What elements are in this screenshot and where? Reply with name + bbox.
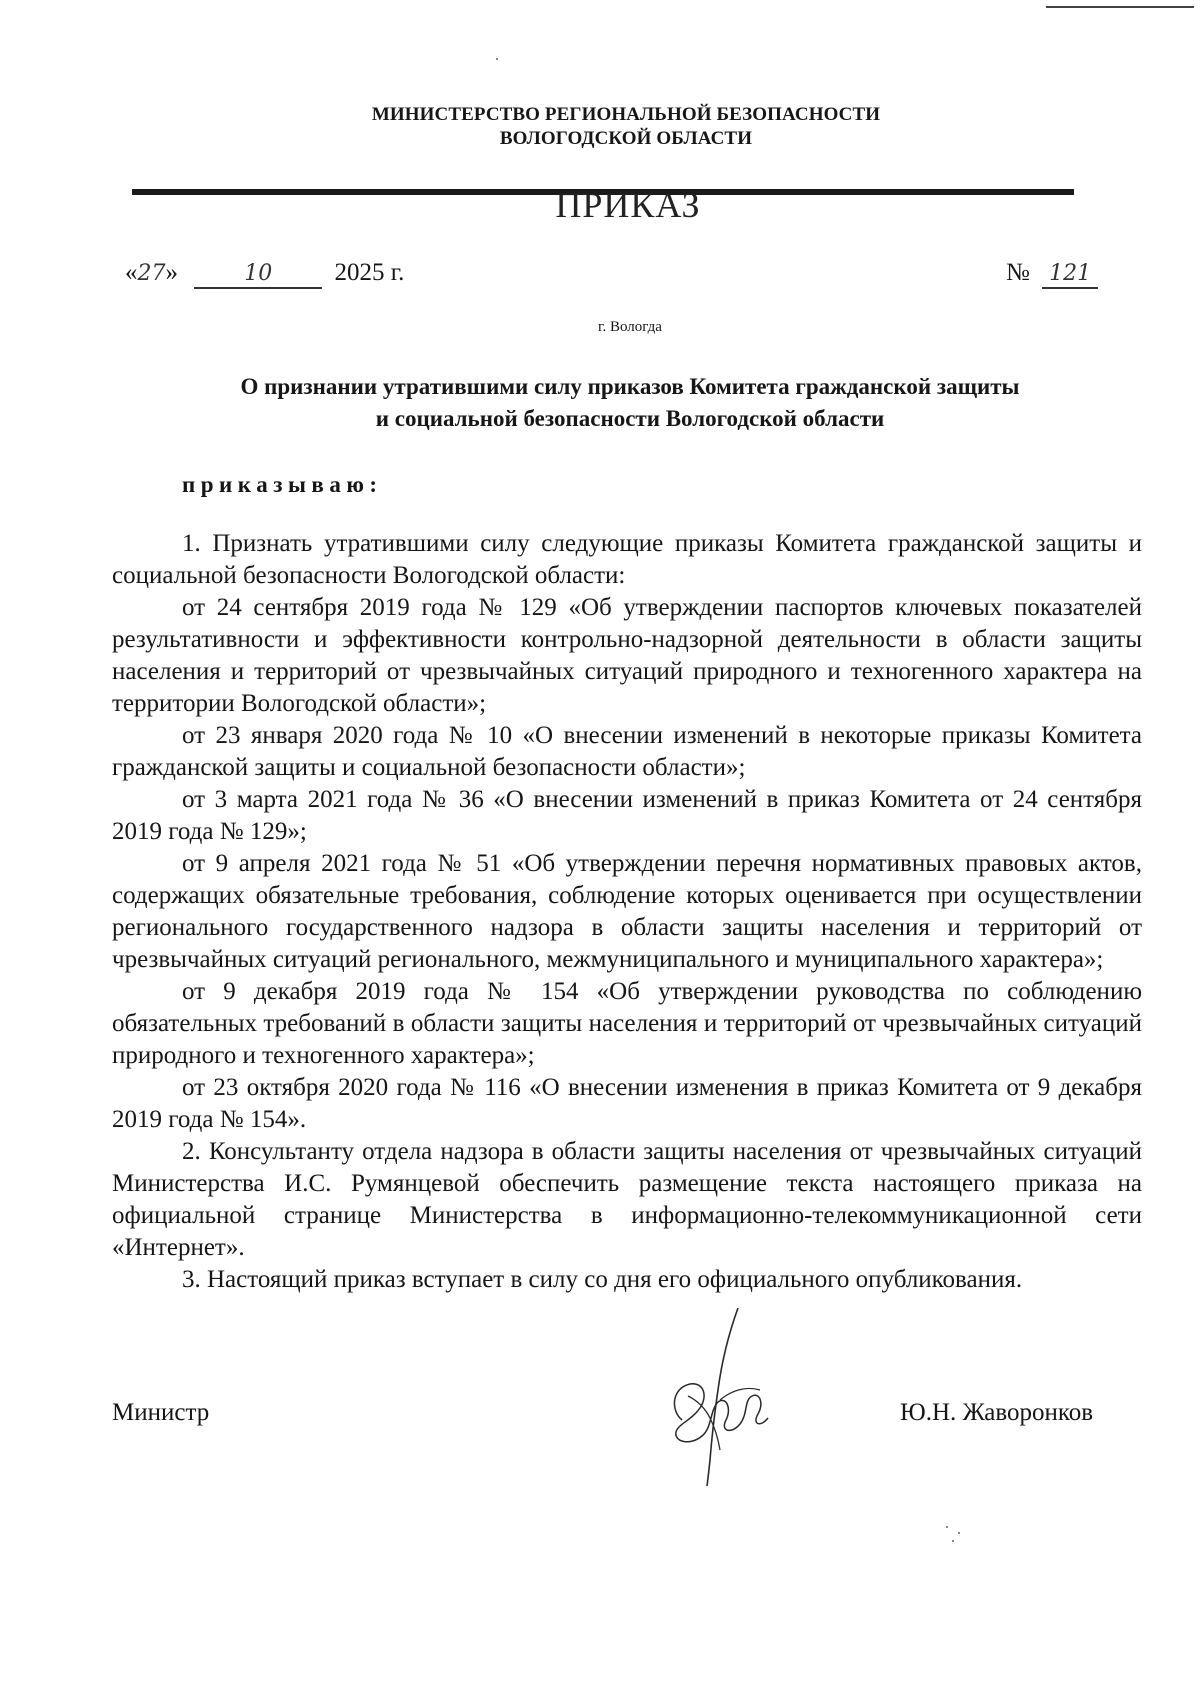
paragraph-order-129: от 24 сентября 2019 года № 129 «Об утверждении паспортов ключевых показателей результативности и эффективности контрольно-надзорной деятельности в области защиты населения и территорий от чрезвычайных ситуаций природного и техногенного характера на территории Вологодской области»;: [112, 594, 1142, 717]
handwritten-signature: [660, 1300, 790, 1495]
paragraph-order-116: от 23 октября 2020 года № 116 «О внесении изменения в приказ Комитета от 9 декабря 2019 года № 154».: [112, 1074, 1142, 1133]
date-open-quote: «: [125, 259, 138, 286]
paragraph-order-10: от 23 января 2020 года № 10 «О внесении изменений в некоторые приказы Комитета гражданской защиты и социальной безопасности области»;: [112, 722, 1142, 781]
order-date: [125, 258, 404, 289]
scan-speck: [958, 1532, 960, 1534]
number-label: №: [1006, 259, 1030, 286]
paragraph-order-51: от 9 апреля 2021 года № 51 «Об утверждении перечня нормативных правовых актов, содержащих обязательные требования, соблюдение которых оценивается при осуществлении регионального государственного надзора в области защиты населения и территорий от чрезвычайных ситуаций регионального, межмуниципального и муниципального характера»;: [112, 850, 1142, 973]
subject-line-2: и социальной безопасности Вологодской области: [375, 406, 885, 431]
scan-speck: [496, 58, 498, 60]
date-close-quote: »: [165, 259, 178, 286]
signature-scribble: [660, 1300, 790, 1490]
paragraph-order-154: от 9 декабря 2019 года № 154 «Об утверждении руководства по соблюдению обязательных требований в области защиты населения и территорий от чрезвычайных ситуаций природного и техногенного характера»;: [112, 978, 1142, 1069]
date-month: 10: [194, 261, 322, 289]
paragraph-2: 2. Консультанту отдела надзора в области защиты населения от чрезвычайных ситуаций Министерства И.С. Румянцевой обеспечить размещение текста настоящего приказа на официальной странице Министерства в информационно-телекоммуникационной сети «Интернет».: [112, 1138, 1142, 1261]
subject-line-1: О признании утратившими силу приказов Комитета гражданской защиты: [240, 374, 1020, 399]
order-number: [1006, 258, 1098, 289]
signatory-name: Ю.Н. Жаворонков: [900, 1399, 1094, 1426]
document-type-title: ПРИКАЗ: [555, 185, 701, 225]
number-value: 121: [1042, 261, 1098, 289]
paragraph-1: 1. Признать утратившими силу следующие приказы Комитета гражданской защиты и социальной безопасности Вологодской области:: [112, 530, 1142, 589]
scan-speck: [952, 1540, 954, 1542]
date-year: 2025 г.: [334, 259, 405, 286]
order-subject: [130, 371, 1130, 435]
paragraph-3: 3. Настоящий приказ вступает в силу со дня его официального опубликования.: [182, 1266, 1023, 1293]
ministry-header-line-2: ВОЛОГОДСКОЙ ОБЛАСТИ: [499, 128, 753, 149]
date-day: 27: [137, 261, 166, 286]
order-body: [112, 528, 1142, 1296]
paragraph-order-36: от 3 марта 2021 года № 36 «О внесении изменений в приказ Комитета от 24 сентября 2019 года № 129»;: [112, 786, 1142, 845]
ministry-header: [0, 103, 1200, 151]
scan-speck: [946, 1526, 948, 1528]
ministry-header-line-1: МИНИСТЕРСТВО РЕГИОНАЛЬНОЙ БЕЗОПАСНОСТИ: [371, 104, 881, 125]
city-line: г. Вологда: [598, 319, 662, 335]
scan-edge-mark: [1046, 6, 1194, 8]
order-word: приказываю:: [182, 472, 383, 497]
signatory-position: Министр: [112, 1399, 210, 1426]
